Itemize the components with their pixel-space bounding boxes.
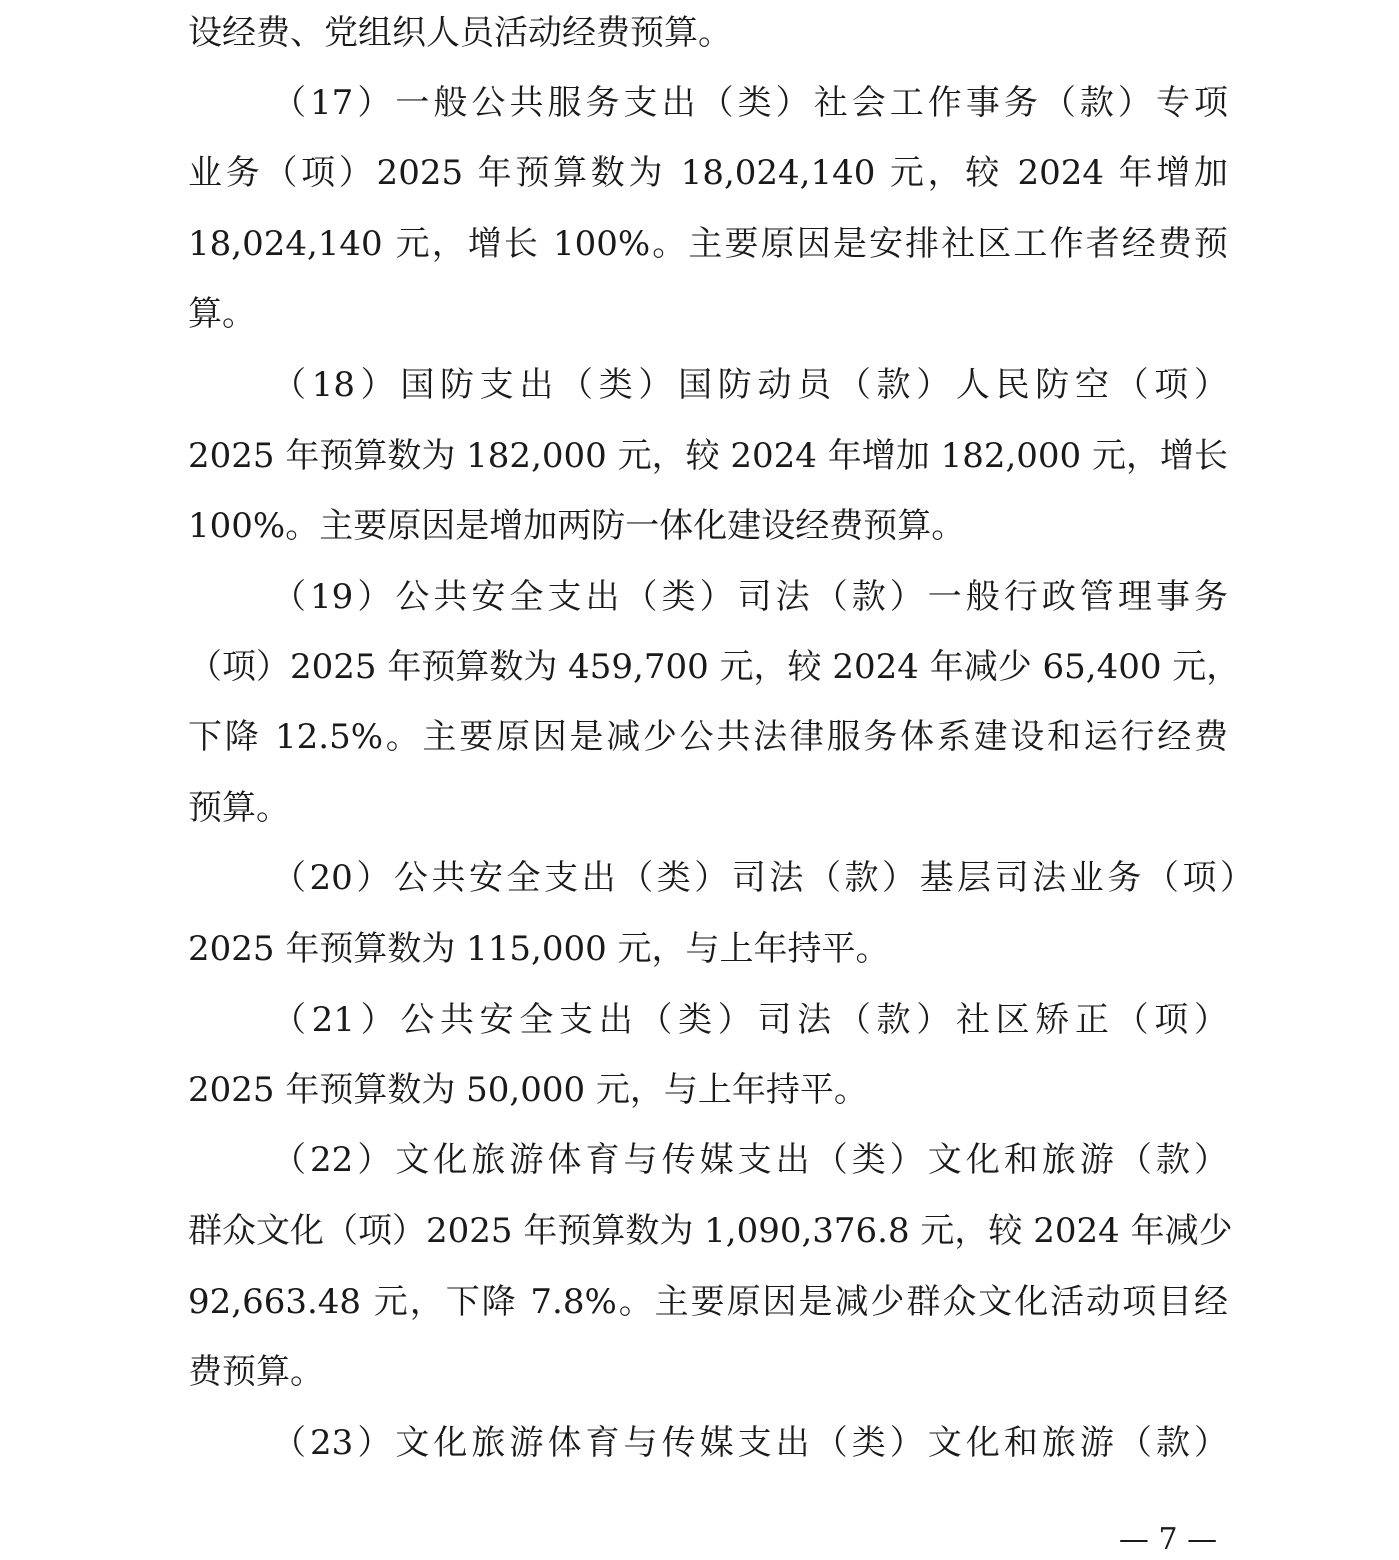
text-line-9: （19）公共安全支出（类）司法（款）一般行政管理事务 xyxy=(272,577,1228,617)
text-line-4: 18,024,140 元，增长 100%。主要原因是安排社区工作者经费预 xyxy=(188,224,1228,264)
text-line-6: （18）国防支出（类）国防动员（款）人民防空（项） xyxy=(272,365,1228,405)
text-line-15: （21）公共安全支出（类）司法（款）社区矫正（项） xyxy=(272,1000,1228,1040)
text-line-3: 业务（项）2025 年预算数为 18,024,140 元，较 2024 年增加 xyxy=(188,153,1228,193)
text-line-16: 2025 年预算数为 50,000 元，与上年持平。 xyxy=(188,1070,868,1110)
text-line-10: （项）2025 年预算数为 459,700 元，较 2024 年减少 65,400 元， xyxy=(188,647,1241,687)
text-line-13: （20）公共安全支出（类）司法（款）基层司法业务（项） xyxy=(272,858,1254,898)
text-line-14: 2025 年预算数为 115,000 元，与上年持平。 xyxy=(188,929,890,969)
text-line-18: 群众文化（项）2025 年预算数为 1,090,376.8 元，较 2024 年减少 xyxy=(188,1211,1233,1251)
text-line-12: 预算。 xyxy=(188,788,290,828)
text-line-21: （23）文化旅游体育与传媒支出（类）文化和旅游（款） xyxy=(272,1423,1228,1463)
text-line-19: 92,663.48 元，下降 7.8%。主要原因是减少群众文化活动项目经 xyxy=(188,1282,1228,1322)
text-line-7: 2025 年预算数为 182,000 元，较 2024 年增加 182,000 元，增长 xyxy=(188,436,1228,476)
text-line-17: （22）文化旅游体育与传媒支出（类）文化和旅游（款） xyxy=(272,1140,1228,1180)
page-number: — 7 — xyxy=(1118,1522,1218,1557)
text-line-11: 下降 12.5%。主要原因是减少公共法律服务体系建设和运行经费 xyxy=(188,717,1228,757)
text-line-8: 100%。主要原因是增加两防一体化建设经费预算。 xyxy=(188,506,966,546)
text-line-2: （17）一般公共服务支出（类）社会工作事务（款）专项 xyxy=(272,83,1228,123)
text-line-1: 设经费、党组织人员活动经费预算。 xyxy=(188,13,732,53)
text-line-20: 费预算。 xyxy=(188,1352,324,1392)
text-line-5: 算。 xyxy=(188,294,256,334)
